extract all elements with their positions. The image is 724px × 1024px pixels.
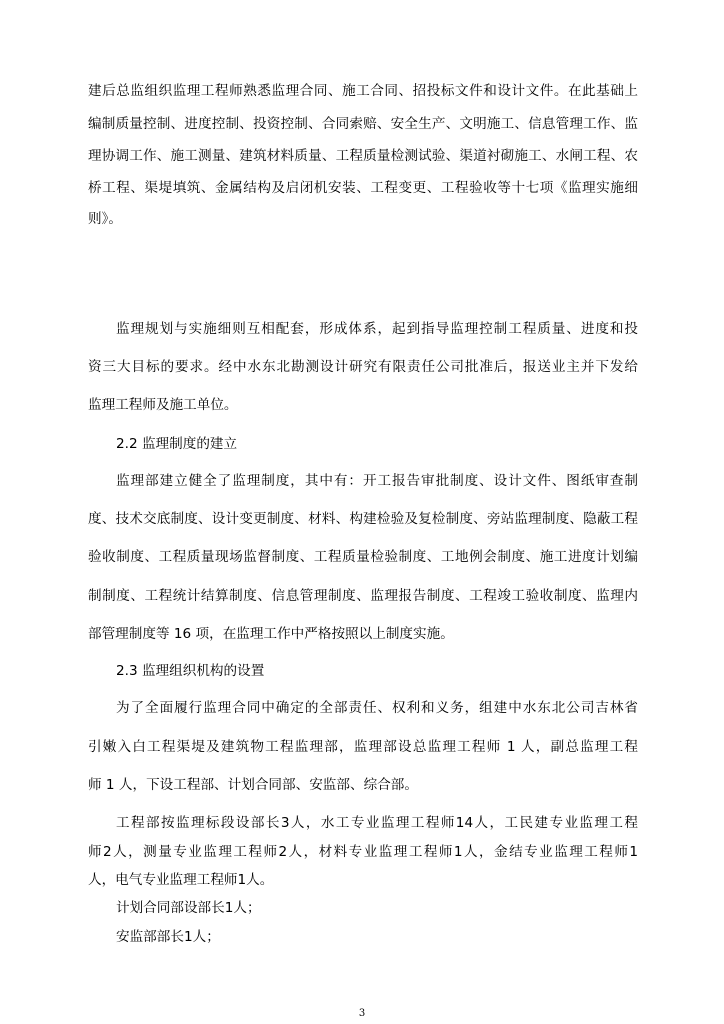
- text-line: 监理规划与实施细则互相配套，形成体系，起到指导监理控制工程质量、进度和投: [116, 321, 638, 337]
- text-line: 师 1 人，下设工程部、计划合同部、安监部、综合部。: [88, 777, 418, 793]
- text-line: 工程部按监理标段设部长3人，水工专业监理工程师14人，工民建专业监理工程: [116, 815, 638, 831]
- section-heading: 2.3 监理组织机构的设置: [116, 663, 265, 679]
- text-line: 编制质量控制、进度控制、投资控制、合同索赔、安全生产、文明施工、信息管理工作、监: [88, 116, 638, 132]
- text-line: 桥工程、渠堤填筑、金属结构及启闭机安装、工程变更、工程验收等十七项《监理实施细: [88, 180, 638, 196]
- text-line: 人，电气专业监理工程师1人。: [88, 872, 274, 888]
- text-line: 为了全面履行监理合同中确定的全部责任、权利和义务，组建中水东北公司吉林省: [116, 700, 638, 716]
- text-line: 引嫩入白工程渠堤及建筑物工程监理部，监理部设总监理工程师 1 人，副总监理工程: [88, 739, 638, 755]
- text-line: 验收制度、工程质量现场监督制度、工程质量检验制度、工地例会制度、施工进度计划编: [88, 549, 638, 565]
- plan-contract-line: 计划合同部设部长1人；: [116, 900, 261, 916]
- text-line: 师2人，测量专业监理工程师2人，材料专业监理工程师1人，金结专业监理工程师1: [88, 844, 638, 860]
- text-line: 资三大目标的要求。经中水东北勘测设计研究有限责任公司批准后，报送业主并下发给: [88, 359, 638, 375]
- page-number: 3: [358, 1008, 366, 1019]
- text-line: 监理工程师及施工单位。: [88, 397, 238, 413]
- text-line: 部管理制度等 16 项，在监理工作中严格按照以上制度实施。: [88, 626, 454, 642]
- section-heading: 2.2 监理制度的建立: [116, 436, 238, 452]
- text-line: 监理部建立健全了监理制度，其中有：开工报告审批制度、设计文件、图纸审查制: [116, 473, 638, 489]
- text-line: 理协调工作、施工测量、建筑材料质量、工程质量检测试验、渠道衬砌施工、水闸工程、农: [88, 148, 638, 164]
- text-line: 则》。: [88, 211, 122, 227]
- text-line: 度、技术交底制度、设计变更制度、材料、构建检验及复检制度、旁站监理制度、隐蔽工程: [88, 511, 638, 527]
- text-line: 建后总监组织监理工程师熟悉监理合同、施工合同、招投标文件和设计文件。在此基础上: [88, 83, 638, 99]
- safety-department-line: 安监部部长1人；: [116, 929, 220, 945]
- text-line: 制制度、工程统计结算制度、信息管理制度、监理报告制度、工程竣工验收制度、监理内: [88, 588, 638, 604]
